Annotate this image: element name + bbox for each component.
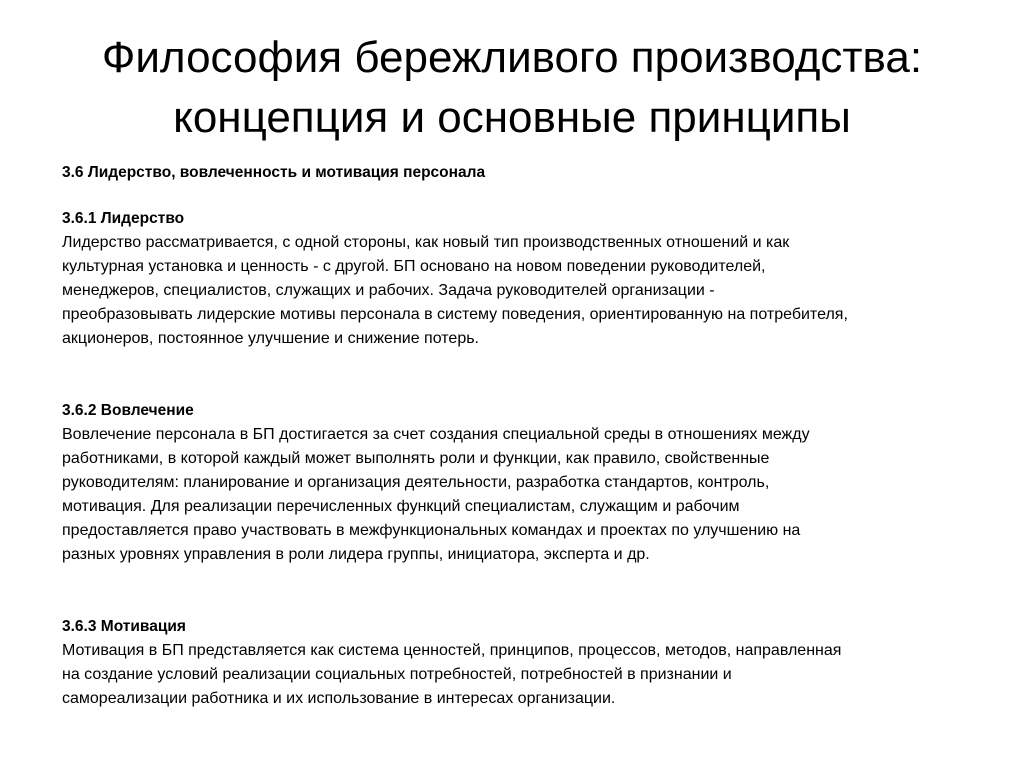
paragraph-line: предоставляется право участвовать в межфункциональных командах и проектах по улучшению на	[62, 522, 801, 539]
paragraph-line: Лидерство рассматривается, с одной стороны, как новый тип производственных отношений и как	[62, 234, 790, 251]
slide-body	[62, 161, 992, 711]
slide-title-line-1: Философия бережливого производства:	[101, 33, 923, 82]
paragraph-line: Мотивация в БП представляется как система ценностей, принципов, процессов, методов, направленная	[62, 642, 842, 659]
subsection-heading: 3.6.1 Лидерство	[62, 210, 185, 227]
section-heading: 3.6 Лидерство, вовлеченность и мотивация персонала	[62, 164, 486, 181]
paragraph-line: работниками, в которой каждый может выполнять роли и функции, как правило, свойственные	[62, 450, 770, 467]
paragraph-line: менеджеров, специалистов, служащих и рабочих. Задача руководителей организации -	[62, 282, 715, 299]
subsection-involvement	[62, 399, 992, 567]
paragraph-line: Вовлечение персонала в БП достигается за счет создания специальной среды в отношениях между	[62, 426, 810, 443]
paragraph-line: разных уровнях управления в роли лидера группы, инициатора, эксперта и др.	[62, 546, 650, 563]
paragraph-line: на создание условий реализации социальных потребностей, потребностей в признании и	[62, 666, 732, 683]
paragraph-line: руководителям: планирование и организация деятельности, разработка стандартов, контроль,	[62, 474, 770, 491]
slide-title-line-2: концепция и основные принципы	[173, 93, 851, 142]
slide-title	[40, 28, 984, 148]
paragraph-line: акционеров, постоянное улучшение и снижение потерь.	[62, 330, 479, 347]
paragraph-line: мотивация. Для реализации перечисленных функций специалистам, служащим и рабочим	[62, 498, 740, 515]
subsection-heading: 3.6.2 Вовлечение	[62, 402, 194, 419]
subsection-leadership	[62, 207, 992, 351]
paragraph-line: культурная установка и ценность - с другой. БП основано на новом поведении руководителей,	[62, 258, 766, 275]
paragraph-line: самореализации работника и их использование в интересах организации.	[62, 690, 616, 707]
paragraph-line: преобразовывать лидерские мотивы персонала в систему поведения, ориентированную на потребителя,	[62, 306, 848, 323]
subsection-motivation	[62, 615, 992, 711]
subsection-heading: 3.6.3 Мотивация	[62, 618, 186, 635]
